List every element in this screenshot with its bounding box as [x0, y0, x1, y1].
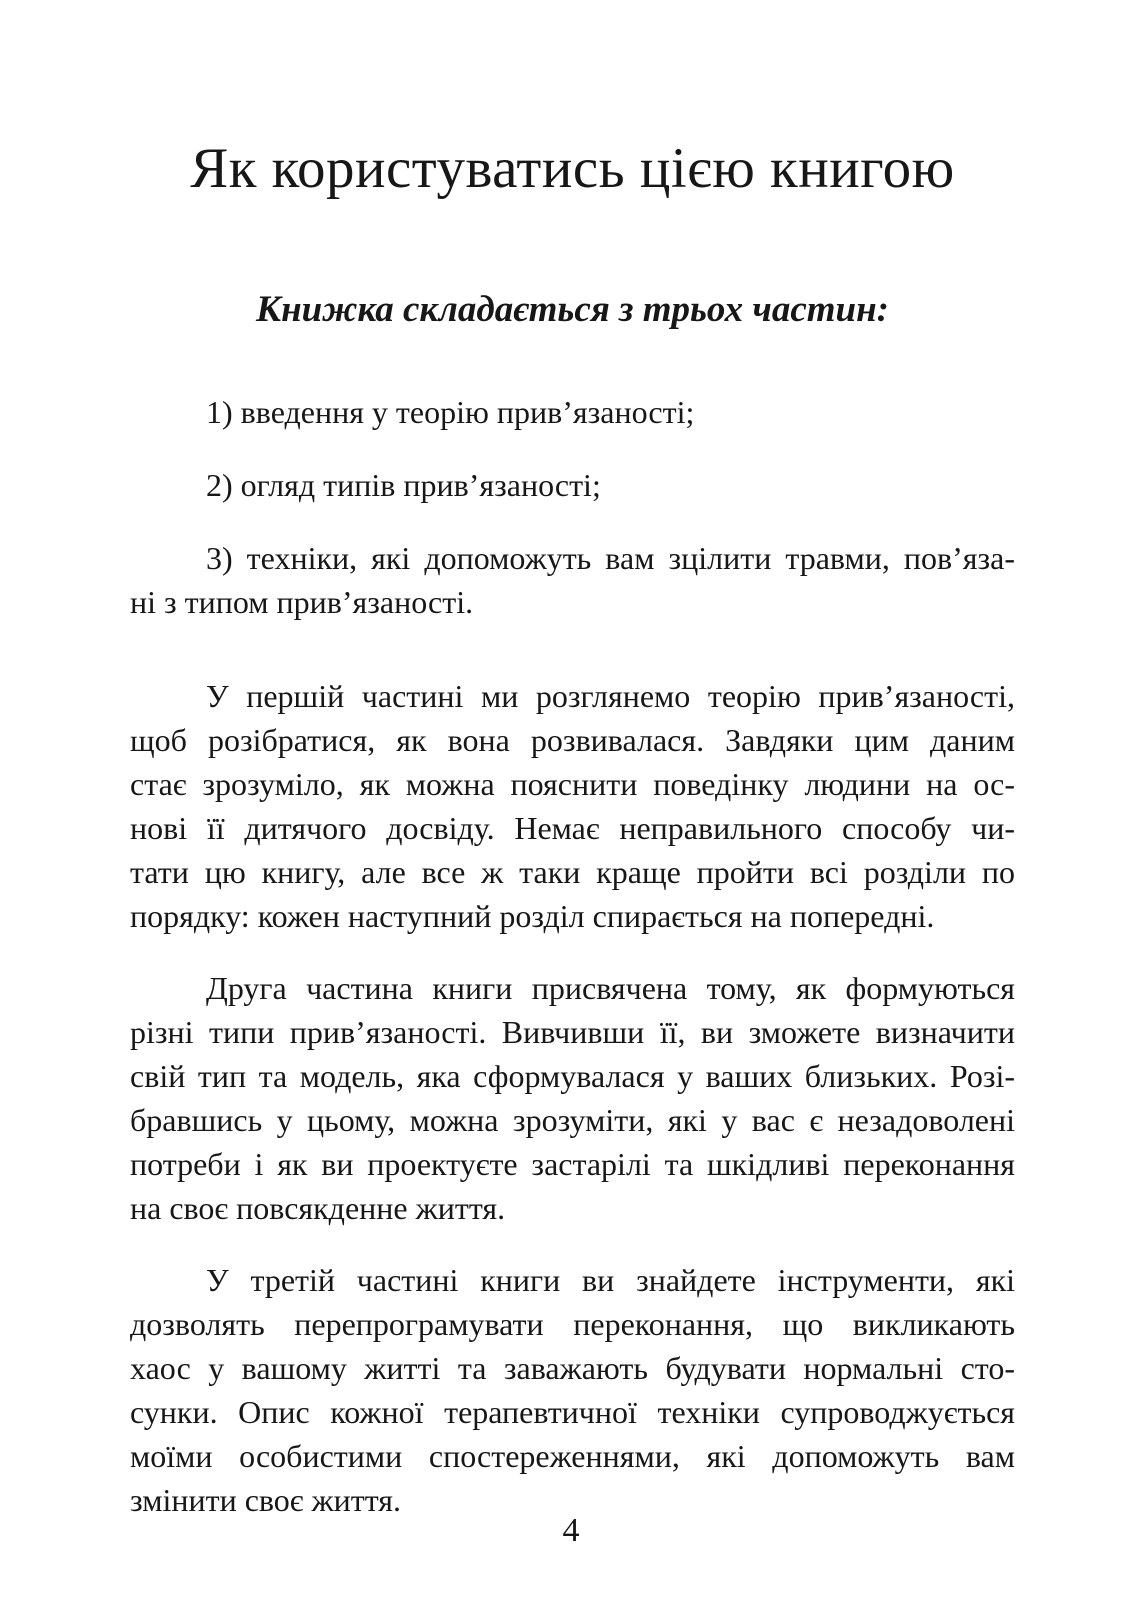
text-line: 3) техніки, які допоможуть вам зцілити травми, пов’яза-	[206, 540, 1015, 576]
page-number: 4	[562, 1512, 580, 1549]
text-line: нові її дитячого досвіду. Немає неправильного способу чи-	[130, 810, 1015, 846]
text-line: стає зрозуміло, як можна пояснити поведінку людини на ос-	[130, 766, 1015, 802]
paragraph-3	[130, 1258, 1015, 1522]
text-line: У першій частині ми розглянемо теорію прив’язаності,	[206, 678, 1015, 714]
text-line: порядку: кожен наступний розділ спирається на попередні.	[130, 898, 935, 934]
text-line: бравшись у цьому, можна зрозуміти, які у вас є незадоволені	[130, 1102, 1015, 1138]
parts-list	[130, 390, 1015, 624]
text-line: Друга частина книги присвячена тому, як формуються	[206, 970, 1015, 1006]
paragraph-2	[130, 966, 1015, 1230]
text-line: свій тип та модель, яка сформувалася у ваших близьких. Розі-	[130, 1058, 1015, 1094]
text-line: щоб розібратися, як вона розвивалася. Завдяки цим даним	[130, 722, 1015, 758]
text-line: 1) введення у теорію прив’язаності;	[206, 394, 695, 430]
list-item-2	[130, 463, 1015, 507]
text-line: У третій частині книги ви знайдете інструменти, які	[206, 1262, 1015, 1298]
text-line: хаос у вашому житті та заважають будувати нормальні сто-	[130, 1350, 1015, 1386]
list-item-1	[130, 390, 1015, 434]
text-line: сунки. Опис кожної терапевтичної техніки супроводжується	[130, 1394, 1015, 1430]
text-line: 2) огляд типів прив’язаності;	[206, 467, 601, 503]
text-line: моїми особистими спостереженнями, які допоможуть вам	[130, 1438, 1015, 1474]
text-line: дозволять перепрограмувати переконання, що викликають	[130, 1306, 1015, 1342]
text-line: тати цю книгу, але все ж таки краще пройти всі розділи по	[130, 854, 1015, 890]
text-line: потреби і як ви проектуєте застарілі та шкідливі переконання	[130, 1146, 1015, 1182]
section-subtitle: Книжка складається з трьох частин:	[255, 289, 889, 330]
text-line: ні з типом прив’язаності.	[130, 584, 474, 620]
text-line: змінити своє життя.	[130, 1482, 402, 1518]
list-item-3	[130, 536, 1015, 624]
text-line: різні типи прив’язаності. Вивчивши її, ви зможете визначити	[130, 1014, 1015, 1050]
text-line: на своє повсякденне життя.	[130, 1190, 506, 1226]
paragraph-1	[130, 674, 1015, 938]
page-title: Як користуватись цією книгою	[190, 137, 955, 200]
